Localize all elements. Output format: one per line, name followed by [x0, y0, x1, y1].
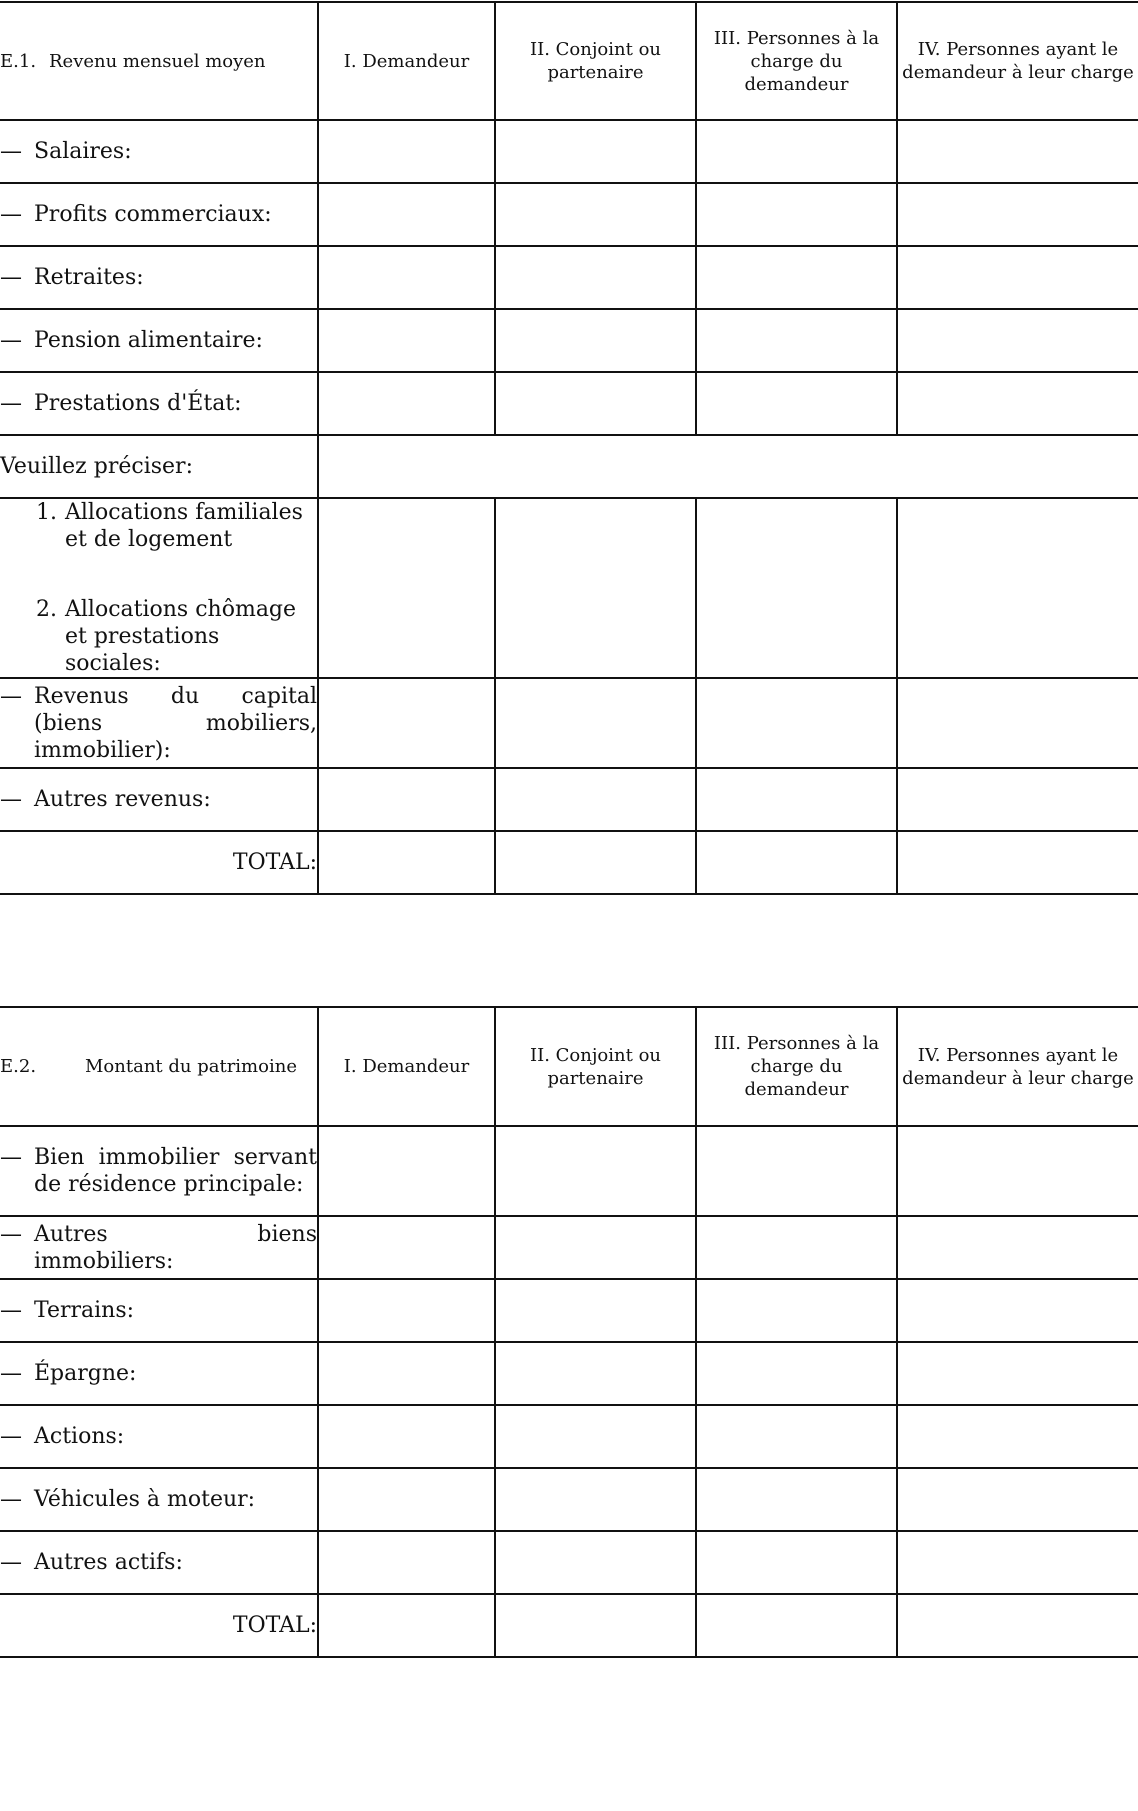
input-cell-spouse[interactable] [495, 678, 696, 768]
income-section-title: Revenu mensuel moyen [49, 50, 266, 72]
assets-section-heading [0, 1007, 318, 1126]
dash-bullet: — [0, 328, 22, 353]
input-cell-applicant[interactable] [318, 678, 495, 768]
input-cell-dependents[interactable] [696, 309, 897, 372]
input-cell-dependents[interactable] [696, 1468, 897, 1531]
row-label [0, 183, 318, 246]
input-cell-spouse[interactable] [495, 498, 696, 678]
row-label [0, 246, 318, 309]
row-label [0, 120, 318, 183]
row-label-text: Véhicules à moteur: [34, 1487, 256, 1512]
row-label [0, 678, 318, 768]
assets-row-shares [0, 1405, 1138, 1468]
row-label-text: Bien immobilier servant de résidence principale: [34, 1145, 317, 1197]
row-label-text: Revenus du capital (biens mobiliers, immobilier): [34, 683, 317, 763]
assets-section-title: Montant du patrimoine [85, 1056, 297, 1077]
input-cell-dependents[interactable] [696, 1126, 897, 1216]
input-cell-dependents[interactable] [696, 498, 897, 678]
list-number: 2. [36, 597, 57, 622]
total-cell-dependents[interactable] [696, 831, 897, 894]
column-header-supporters: IV. Personnes ayant le demandeur à leur charge [897, 2, 1138, 120]
input-cell-applicant[interactable] [318, 120, 495, 183]
assets-section-number: E.2. [0, 1056, 37, 1077]
input-cell-dependents[interactable] [696, 678, 897, 768]
row-label-text: Actions: [34, 1424, 125, 1449]
dash-bullet: — [0, 1221, 22, 1247]
income-row-total [0, 831, 1138, 894]
row-label [0, 1342, 318, 1405]
input-cell-spouse[interactable] [495, 309, 696, 372]
assets-row-land [0, 1279, 1138, 1342]
input-cell-supporters[interactable] [897, 1279, 1138, 1342]
input-cell-supporters[interactable] [897, 1468, 1138, 1531]
input-cell-supporters[interactable] [897, 678, 1138, 768]
total-cell-supporters[interactable] [897, 1594, 1138, 1657]
input-cell-dependents[interactable] [696, 1216, 897, 1279]
dash-bullet: — [0, 1298, 22, 1323]
input-cell-spouse[interactable] [495, 120, 696, 183]
assets-row-vehicles [0, 1468, 1138, 1531]
dash-bullet: — [0, 1487, 22, 1512]
assets-table [0, 1006, 1138, 1658]
list-number: 1. [36, 500, 57, 525]
input-cell-supporters[interactable] [897, 246, 1138, 309]
input-cell-dependents[interactable] [696, 1342, 897, 1405]
input-cell-dependents[interactable] [696, 120, 897, 183]
input-cell-applicant[interactable] [318, 309, 495, 372]
input-cell-dependents[interactable] [696, 1279, 897, 1342]
row-label-text: Pension alimentaire: [34, 328, 263, 353]
input-cell-dependents[interactable] [696, 1531, 897, 1594]
input-cell-applicant[interactable] [318, 1279, 495, 1342]
input-cell-applicant[interactable] [318, 1405, 495, 1468]
input-cell-supporters[interactable] [897, 1405, 1138, 1468]
total-label: TOTAL: [0, 1594, 318, 1657]
specify-label: Veuillez préciser: [0, 435, 318, 498]
income-row-state-benefits [0, 372, 1138, 435]
input-cell-spouse[interactable] [495, 1342, 696, 1405]
input-cell-applicant[interactable] [318, 1468, 495, 1531]
column-header-applicant: I. Demandeur [318, 1007, 495, 1126]
assets-row-main-residence [0, 1126, 1138, 1216]
row-label [0, 1216, 318, 1279]
income-table [0, 1, 1138, 895]
dash-bullet: — [0, 265, 22, 290]
row-label [0, 1405, 318, 1468]
row-label [0, 768, 318, 831]
total-cell-spouse[interactable] [495, 831, 696, 894]
input-cell-applicant[interactable] [318, 246, 495, 309]
income-row-alimony [0, 309, 1138, 372]
row-label-text: Allocations chômage et prestations sociales: [65, 597, 297, 676]
input-cell-spouse[interactable] [495, 246, 696, 309]
row-label-text: Prestations d'État: [34, 391, 242, 416]
input-cell-spouse[interactable] [495, 1216, 696, 1279]
input-cell-dependents[interactable] [696, 246, 897, 309]
row-label [0, 1279, 318, 1342]
assets-row-total [0, 1594, 1138, 1657]
column-header-spouse: II. Conjoint ou partenaire [495, 2, 696, 120]
input-cell-supporters[interactable] [897, 1126, 1138, 1216]
input-cell-spouse[interactable] [495, 372, 696, 435]
dash-bullet: — [0, 139, 22, 164]
assets-header-row [0, 1007, 1138, 1126]
input-cell-supporters[interactable] [897, 183, 1138, 246]
input-cell-dependents[interactable] [696, 183, 897, 246]
income-row-capital [0, 678, 1138, 768]
dash-bullet: — [0, 202, 22, 227]
input-cell-supporters[interactable] [897, 1531, 1138, 1594]
input-cell-spouse[interactable] [495, 1405, 696, 1468]
column-header-supporters: IV. Personnes ayant le demandeur à leur charge [897, 1007, 1138, 1126]
input-cell-applicant[interactable] [318, 372, 495, 435]
assets-row-other-property [0, 1216, 1138, 1279]
row-label [0, 372, 318, 435]
column-header-dependents: III. Personnes à la charge du demandeur [696, 2, 897, 120]
input-cell-dependents[interactable] [696, 768, 897, 831]
input-cell-applicant[interactable] [318, 498, 495, 678]
input-cell-supporters[interactable] [897, 372, 1138, 435]
row-label-text: Autres revenus: [34, 787, 211, 812]
input-cell-dependents[interactable] [696, 372, 897, 435]
dash-bullet: — [0, 391, 22, 416]
dash-bullet: — [0, 1361, 22, 1386]
row-label-text: Épargne: [34, 1361, 137, 1386]
income-row-other [0, 768, 1138, 831]
total-cell-applicant[interactable] [318, 831, 495, 894]
input-cell-supporters[interactable] [897, 1216, 1138, 1279]
income-row-allowances [0, 498, 1138, 678]
input-cell-applicant[interactable] [318, 1126, 495, 1216]
total-label: TOTAL: [0, 831, 318, 894]
input-cell-supporters[interactable] [897, 309, 1138, 372]
assets-row-savings [0, 1342, 1138, 1405]
input-cell-applicant[interactable] [318, 768, 495, 831]
income-row-business-profits [0, 183, 1138, 246]
input-cell-spouse[interactable] [495, 768, 696, 831]
input-cell-spouse[interactable] [495, 1126, 696, 1216]
row-label-text: Allocations familiales et de logement [65, 500, 303, 552]
row-label-text: Retraites: [34, 265, 144, 290]
input-cell-applicant[interactable] [318, 183, 495, 246]
assets-row-other-assets [0, 1531, 1138, 1594]
input-cell-spouse[interactable] [495, 1279, 696, 1342]
row-label-text: Salaires: [34, 139, 132, 164]
input-cell-supporters[interactable] [897, 768, 1138, 831]
column-header-dependents: III. Personnes à la charge du demandeur [696, 1007, 897, 1126]
input-cell-supporters[interactable] [897, 120, 1138, 183]
input-cell-dependents[interactable] [696, 1405, 897, 1468]
income-section-heading [0, 2, 318, 120]
row-label [0, 498, 318, 678]
income-row-salaries [0, 120, 1138, 183]
row-label [0, 309, 318, 372]
total-cell-applicant[interactable] [318, 1594, 495, 1657]
input-cell-applicant[interactable] [318, 1342, 495, 1405]
column-header-applicant: I. Demandeur [318, 2, 495, 120]
total-cell-dependents[interactable] [696, 1594, 897, 1657]
row-label [0, 1531, 318, 1594]
input-cell-supporters[interactable] [897, 498, 1138, 678]
input-cell-spouse[interactable] [495, 1531, 696, 1594]
dash-bullet: — [0, 683, 22, 709]
dash-bullet: — [0, 787, 22, 812]
dash-bullet: — [0, 1550, 22, 1575]
input-cell-spouse[interactable] [495, 1468, 696, 1531]
row-label [0, 1468, 318, 1531]
dash-bullet: — [0, 1145, 22, 1170]
row-label-text: Terrains: [34, 1298, 135, 1323]
income-header-row [0, 2, 1138, 120]
row-label-text: Autres actifs: [34, 1550, 183, 1575]
income-row-pensions [0, 246, 1138, 309]
row-label-text: Profits commerciaux: [34, 202, 272, 227]
row-label [0, 1126, 318, 1216]
input-cell-applicant[interactable] [318, 1531, 495, 1594]
total-cell-supporters[interactable] [897, 831, 1138, 894]
input-cell-supporters[interactable] [897, 1342, 1138, 1405]
total-cell-spouse[interactable] [495, 1594, 696, 1657]
input-cell-spouse[interactable] [495, 183, 696, 246]
income-section-number: E.1. [0, 50, 37, 72]
dash-bullet: — [0, 1424, 22, 1449]
income-row-specify [0, 435, 1138, 498]
input-cell-applicant[interactable] [318, 1216, 495, 1279]
column-header-spouse: II. Conjoint ou partenaire [495, 1007, 696, 1126]
row-label-text: Autres biens immobiliers: [34, 1221, 317, 1274]
specify-input-cell[interactable] [318, 435, 1138, 498]
